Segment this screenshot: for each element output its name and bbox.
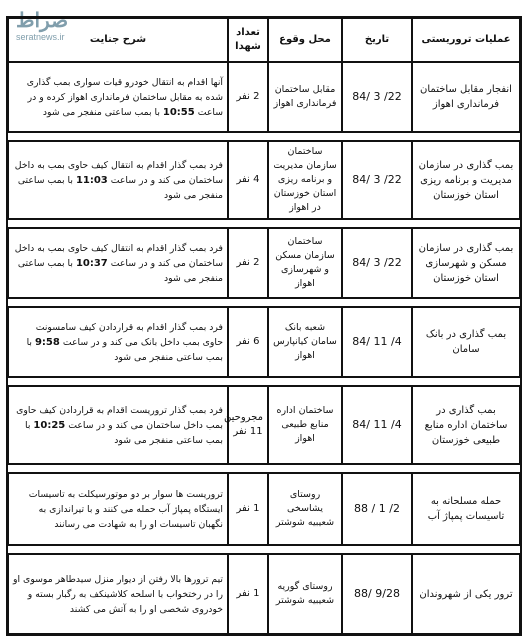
header-description: شرح جنایت xyxy=(8,18,228,62)
header-martyrs: تعداد شهدا xyxy=(228,18,268,62)
cell-description xyxy=(8,141,228,219)
description-tail: با بمب ساعتی منفجر می شود xyxy=(42,106,160,118)
description-tail: با بمب ساعتی منفجر می شود xyxy=(17,174,223,201)
cell-date xyxy=(342,554,412,634)
description-tail: با بمب ساعتی منفجر می شود xyxy=(17,257,223,284)
row-separator xyxy=(8,464,520,473)
cell-martyrs: 6 نفر xyxy=(228,307,268,377)
cell-martyrs: 1 نفر xyxy=(228,554,268,634)
cell-operation: بمب گذاری در ساختمان اداره منابع طبیعی خوزستان xyxy=(412,386,520,464)
cell-date xyxy=(342,62,412,132)
cell-description xyxy=(8,554,228,634)
row-separator-cell xyxy=(8,298,520,307)
cell-operation: بمب گذاری در سازمان مدیریت و برنامه ریزی استان خوزستان xyxy=(412,141,520,219)
cell-date xyxy=(342,386,412,464)
cell-martyrs: 2 نفر xyxy=(228,62,268,132)
row-separator-cell xyxy=(8,132,520,141)
cell-description xyxy=(8,307,228,377)
cell-date-text: 88 / 1 /2 xyxy=(354,502,400,515)
description-text: فرد بمب گذار اقدام به انتقال کیف حاوی بمب به داخل ساختمان می کند و در ساعت xyxy=(14,242,223,269)
cell-date-text: 84/ 11 /4 xyxy=(352,418,402,431)
cell-location: روستای گوریه شعیبیه شوشتر xyxy=(268,554,342,634)
table-row xyxy=(8,473,520,545)
cell-operation: بمب گذاری در بانک سامان xyxy=(412,307,520,377)
cell-description xyxy=(8,473,228,545)
cell-date-text: 84/ 3 /22 xyxy=(352,173,402,186)
table-row xyxy=(8,228,520,298)
cell-martyrs: مجروحین 11 نفر xyxy=(228,386,268,464)
description-text: فرد بمب گذار اقدام به انتقال کیف حاوی بمب به داخل ساختمان می کند و در ساعت xyxy=(14,159,223,186)
description-time: 11:03 xyxy=(75,174,108,186)
row-separator xyxy=(8,298,520,307)
table-row xyxy=(8,554,520,634)
row-separator xyxy=(8,377,520,386)
description-time: 10:55 xyxy=(162,106,195,118)
row-separator xyxy=(8,545,520,554)
cell-description xyxy=(8,228,228,298)
description-time: 10:37 xyxy=(75,257,108,269)
cell-operation: انفجار مقابل ساختمان فرمانداری اهواز xyxy=(412,62,520,132)
cell-location: شعبه بانک سامان کیانپارس اهواز xyxy=(268,307,342,377)
cell-date xyxy=(342,228,412,298)
description-text: تروریست ها سوار بر دو موتورسیکلت به تاسیسات ایستگاه پمپاژ آب حمله می کنند و با تیراندازی به نگهبان تاسیسات او را به شهادت می رسانند xyxy=(28,488,223,530)
cell-operation: ترور یکی از شهروندان xyxy=(412,554,520,634)
cell-date xyxy=(342,141,412,219)
description-time: 9:58 xyxy=(34,336,60,348)
header-operation: عملیات تروریستی xyxy=(412,18,520,62)
description-text: فرد بمب گذار اقدام به قراردادن کیف سامسونت حاوی بمب داخل بانک می کند و در ساعت xyxy=(35,321,223,348)
table-row xyxy=(8,141,520,219)
cell-location: ساختمان سازمان مسکن و شهرسازی اهواز xyxy=(268,228,342,298)
row-separator-cell xyxy=(8,219,520,228)
cell-date-text: 84/ 3 /22 xyxy=(352,256,402,269)
description-tail: با بمب ساعتی منفجر می شود xyxy=(26,336,223,363)
cell-description xyxy=(8,386,228,464)
cell-martyrs: 2 نفر xyxy=(228,228,268,298)
description-tail: با بمب ساعتی منفجر می شود xyxy=(25,419,223,446)
cell-operation: حمله مسلحانه به تاسیسات پمپاژ آب xyxy=(412,473,520,545)
cell-operation: بمب گذاری در سازمان مسکن و شهرسازی استان خوزستان xyxy=(412,228,520,298)
table-row xyxy=(8,62,520,132)
row-separator xyxy=(8,132,520,141)
watermark-url: seratnews.ir xyxy=(16,32,65,42)
cell-date xyxy=(342,473,412,545)
cell-martyrs: 1 نفر xyxy=(228,473,268,545)
watermark-logo-text: صراط xyxy=(16,8,69,32)
cell-martyrs: 4 نفر xyxy=(228,141,268,219)
cell-description xyxy=(8,62,228,132)
row-separator-cell xyxy=(8,545,520,554)
cell-location: مقابل ساختمان فرمانداری اهواز xyxy=(268,62,342,132)
header-location: محل وقوع xyxy=(268,18,342,62)
cell-location: ساختمان اداره منابع طبیعی اهواز xyxy=(268,386,342,464)
header-date: تاریخ xyxy=(342,18,412,62)
row-separator-cell xyxy=(8,464,520,473)
document-page xyxy=(6,4,524,636)
description-text: تیم ترورها بالا رفتن از دیوار منزل سیدطاهر موسوی او را در رختخواب با اسلحه کلاشینکف به رگبار بسته و خودروی شخصی او را به آتش می کشند xyxy=(13,573,223,615)
description-time: 10:25 xyxy=(33,419,66,431)
description-text: فرد بمب گذار تروریست اقدام به قراردادن کیف حاوی بمب داخل ساختمان می کند و در ساعت xyxy=(16,404,223,431)
cell-date-text: 88/ 9/28 xyxy=(354,587,400,600)
table-row xyxy=(8,386,520,464)
cell-date-text: 84/ 3 /22 xyxy=(352,90,402,103)
cell-location: ساختمان سازمان مدیریت و برنامه ریزی استان خوزستان در اهواز xyxy=(268,141,342,219)
cell-location: روستای یشاسخی شعیبیه شوشتر xyxy=(268,473,342,545)
terror-events-table xyxy=(6,16,522,636)
table-row xyxy=(8,307,520,377)
row-separator xyxy=(8,219,520,228)
table-header-row xyxy=(8,18,520,62)
cell-date xyxy=(342,307,412,377)
description-text: آنها اقدام به انتقال خودرو قیات سواری بمب گذاری شده به مقابل ساختمان فرمانداری اهواز کرده و در ساعت xyxy=(26,76,223,118)
row-separator-cell xyxy=(8,377,520,386)
cell-date-text: 84/ 11 /4 xyxy=(352,335,402,348)
